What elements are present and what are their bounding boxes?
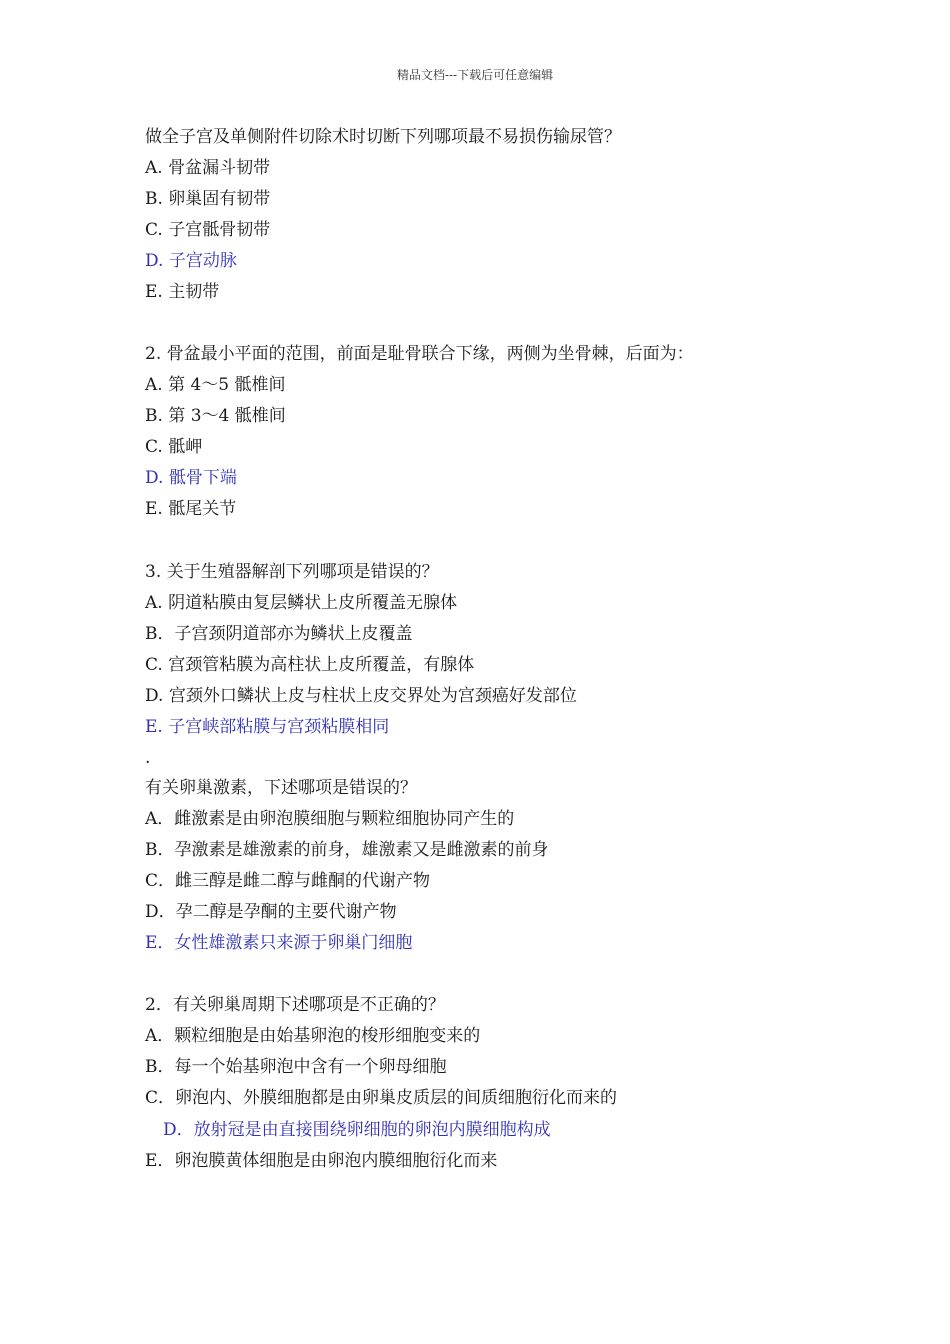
text-line: 2．有关卵巢周期下述哪项是不正确的？ <box>145 995 445 1015</box>
text-line: D．孕二醇是孕酮的主要代谢产物 <box>145 902 397 922</box>
text-line: C．雌三醇是雌二醇与雌酮的代谢产物 <box>145 871 431 891</box>
text-line: C. 骶岬 <box>145 437 203 457</box>
text-line: E．卵泡膜黄体细胞是由卵泡内膜细胞衍化而来 <box>145 1151 498 1171</box>
text-line: C．卵泡内、外膜细胞都是由卵巢皮质层的间质细胞衍化而来的 <box>145 1088 618 1108</box>
text-line: B. 第 3～4 骶椎间 <box>145 406 286 426</box>
text-line: B．每一个始基卵泡中含有一个卵母细胞 <box>145 1057 447 1077</box>
answer-line: D. 骶骨下端 <box>145 468 237 488</box>
answer-line: E．女性雄激素只来源于卵巢门细胞 <box>145 933 413 953</box>
text-line: A. 骨盆漏斗韧带 <box>145 158 271 178</box>
text-line: B. 卵巢固有韧带 <box>145 189 271 209</box>
text-line: 2. 骨盆最小平面的范围，前面是耻骨联合下缘，两侧为坐骨棘，后面为： <box>145 344 694 364</box>
text-line: D. 宫颈外口鳞状上皮与柱状上皮交界处为宫颈癌好发部位 <box>145 686 577 706</box>
text-line: C. 宫颈管粘膜为高柱状上皮所覆盖，有腺体 <box>145 655 475 675</box>
page-header: 精品文档---下载后可任意编辑 <box>396 68 554 82</box>
text-line: A. 阴道粘膜由复层鳞状上皮所覆盖无腺体 <box>145 593 458 613</box>
text-line: B．孕激素是雄激素的前身，雄激素又是雌激素的前身 <box>145 840 549 860</box>
text-line: A．雌激素是由卵泡膜细胞与颗粒细胞协同产生的 <box>145 809 515 829</box>
text-line: E. 骶尾关节 <box>145 499 237 519</box>
text-line: . <box>145 748 151 768</box>
text-line: 3. 关于生殖器解剖下列哪项是错误的？ <box>145 562 439 582</box>
text-line: 做全子宫及单侧附件切除术时切断下列哪项最不易损伤输尿管？ <box>145 127 621 147</box>
text-line: E. 主韧带 <box>145 282 220 302</box>
text-line: B．子宫颈阴道部亦为鳞状上皮覆盖 <box>145 624 413 644</box>
answer-line: D. 子宫动脉 <box>145 251 237 271</box>
text-line: 有关卵巢激素，下述哪项是错误的？ <box>145 778 417 798</box>
text-line: A．颗粒细胞是由始基卵泡的梭形细胞变来的 <box>145 1026 481 1046</box>
answer-line: E. 子宫峡部粘膜与宫颈粘膜相同 <box>145 717 390 737</box>
text-line: A. 第 4～5 骶椎间 <box>145 375 286 395</box>
text-line: C. 子宫骶骨韧带 <box>145 220 271 240</box>
answer-line: D．放射冠是由直接围绕卵细胞的卵泡内膜细胞构成 <box>163 1120 551 1140</box>
